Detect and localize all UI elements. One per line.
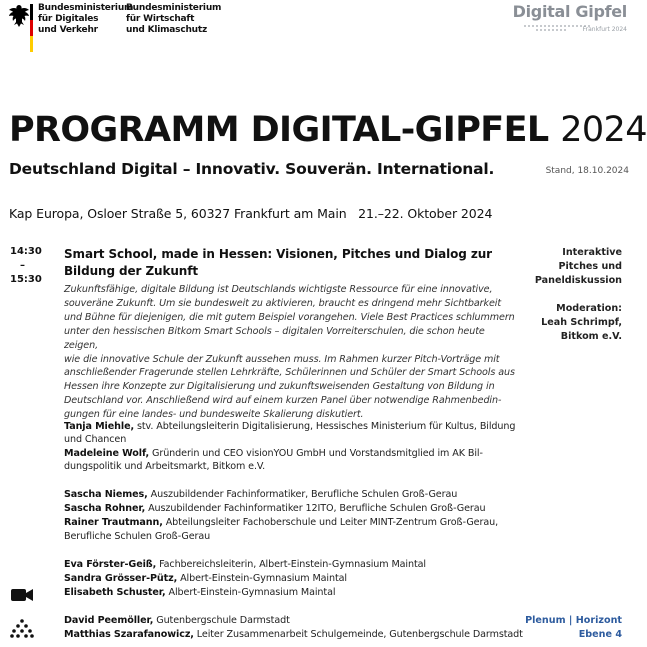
moderator-org: Bitkom e.V.	[560, 331, 622, 342]
speaker-line	[64, 558, 426, 572]
time-end: 15:30	[10, 274, 42, 285]
speaker-line	[64, 502, 486, 516]
venue-line: Kap Europa, Osloer Straße 5, 60327 Frankfurt am Main 21.–22. Oktober 2024	[9, 206, 493, 221]
speaker-role: Gründerin und CEO visionYOU GmbH und Vorstandsmitglied im AK Bil-	[149, 448, 483, 459]
speaker-name: Sascha Rohner,	[64, 503, 146, 514]
speaker-line	[64, 433, 126, 447]
session-description	[64, 283, 519, 422]
session-title: Smart School, made in Hessen: Visionen, Pitches und Dialog zur Bildung der Zukunft	[64, 247, 492, 278]
speaker-line	[64, 488, 457, 502]
speaker-line	[64, 420, 515, 434]
speaker-line	[64, 516, 498, 530]
speaker-role: Auszubildender Fachinformatiker 12ITO, Berufliche Schulen Groß-Gerau	[145, 503, 486, 514]
description-line: Deutschland vor. Anschließend wird auf einem kurzen Panel über notwendige Rahmenbedin-	[64, 395, 502, 407]
ministry-bmdv	[38, 3, 133, 36]
speaker-role: Albert-Einstein-Gymnasium Maintal	[165, 587, 336, 598]
location-line: Ebene 4	[578, 629, 622, 640]
ministry-line: für Wirtschaft	[126, 14, 195, 24]
logo-subtitle: Frankfurt 2024	[582, 26, 627, 33]
description-line: Hessen ihre Konzepte zur Digitalisierung und zukunftsweisenden Gestaltung von Bildung in	[64, 381, 495, 393]
speaker-line	[64, 460, 265, 474]
format-line: Pitches und	[558, 261, 622, 272]
title-main: PROGRAMM DIGITAL-GIPFEL	[9, 110, 549, 150]
speaker-name: Elisabeth Schuster,	[64, 587, 166, 598]
description-line: souveräne Zukunft. Um sie bundesweit zu aktivieren, braucht es dringend mehr Sichtbarkeit	[64, 297, 501, 309]
speaker-role: und Chancen	[64, 434, 127, 445]
page-subtitle: Deutschland Digital – Innovativ. Souverän. International.	[9, 160, 495, 178]
speaker-name: Sandra Grösser-Pütz,	[64, 573, 178, 584]
description-line: anschließender Fragerunde stellen Lehrkräfte, Schülerinnen und Schüler der Smart Schools aus	[64, 367, 515, 379]
stand-date: Stand, 18.10.2024	[545, 166, 629, 176]
german-flag-bar	[30, 4, 33, 52]
speaker-role: dungspolitik und Arbeitsmarkt, Bitkom e.V.	[64, 461, 266, 472]
description-line: und Bühne für diejenigen, die mit gutem Beispiel vorangehen. Viele Best Practices schlummern	[64, 311, 515, 323]
location-line: Plenum | Horizont	[525, 615, 622, 626]
ministry-line: und Klimaschutz	[126, 25, 208, 35]
speaker-line	[64, 586, 335, 600]
description-line: unter den hessischen Bitkom Smart Schools – digitalen Vorreiterschulen, die schon heute zeigen,	[64, 325, 485, 351]
speaker-name: Madeleine Wolf,	[64, 448, 150, 459]
video-camera-icon	[11, 588, 33, 602]
speaker-role: Abteilungsleiter Fachoberschule und Leiter MINT-Zentrum Groß-Gerau,	[162, 517, 499, 528]
ministry-line: für Digitales	[38, 14, 99, 24]
session-location	[525, 614, 622, 642]
description-line: Zukunftsfähige, digitale Bildung ist Deutschlands wichtigste Ressource für eine innovative,	[64, 284, 493, 295]
speaker-role: Auszubildender Fachinformatiker, Berufliche Schulen Groß-Gerau	[147, 489, 458, 500]
moderation-block	[541, 302, 622, 344]
speaker-line	[64, 572, 347, 586]
ministry-bmwk	[126, 3, 221, 36]
time-start: 14:30	[10, 246, 42, 257]
speaker-role: Berufliche Schulen Groß-Gerau	[64, 531, 211, 542]
ministry-line: Bundesministerium	[126, 3, 222, 13]
speaker-name: Tanja Miehle,	[64, 421, 135, 432]
time-separator: –	[20, 260, 25, 271]
ministry-line: Bundesministerium	[38, 3, 134, 13]
description-line: wie die innovative Schule der Zukunft aussehen muss. Im Rahmen kurzer Pitch-Vorträge mit	[64, 353, 500, 365]
speaker-role: stv. Abteilungsleiterin Digitalisierung, Hessisches Ministerium für Kultus, Bildung	[134, 421, 516, 432]
format-line: Paneldiskussion	[534, 275, 622, 286]
speaker-role: Albert-Einstein-Gymnasium Maintal	[177, 573, 347, 584]
federal-eagle-icon	[8, 4, 30, 28]
title-year: 2024	[560, 110, 647, 150]
speaker-line	[64, 614, 290, 628]
speaker-name: Sascha Niemes,	[64, 489, 148, 500]
page-title	[9, 108, 647, 152]
speaker-name: David Peemöller,	[64, 615, 154, 626]
moderation-label: Moderation:	[556, 303, 622, 314]
moderator-name: Leah Schrimpf,	[541, 317, 622, 328]
speaker-name: Matthias Szarafanowicz,	[64, 629, 194, 640]
speaker-line	[64, 447, 483, 461]
speaker-line	[64, 628, 523, 642]
description-line: gungen für eine landes- und bundesweite Skalierung diskutiert.	[64, 409, 364, 421]
session-format	[535, 246, 622, 288]
speaker-role: Fachbereichsleiterin, Albert-Einstein-Gymnasium Maintal	[156, 559, 426, 570]
speaker-role: Leiter Zusammenarbeit Schulgemeinde, Gutenbergschule Darmstadt	[193, 629, 523, 640]
format-line: Interaktive	[562, 247, 622, 258]
logo-title: Digital Gipfel	[512, 2, 627, 21]
digital-gipfel-logo	[512, 2, 629, 44]
speaker-name: Rainer Trautmann,	[64, 517, 163, 528]
speaker-line	[64, 530, 210, 544]
speaker-role: Gutenbergschule Darmstadt	[153, 615, 290, 626]
ministry-line: und Verkehr	[38, 25, 98, 35]
dot-triangle-icon	[10, 619, 34, 639]
speaker-name: Eva Förster-Geiß,	[64, 559, 157, 570]
